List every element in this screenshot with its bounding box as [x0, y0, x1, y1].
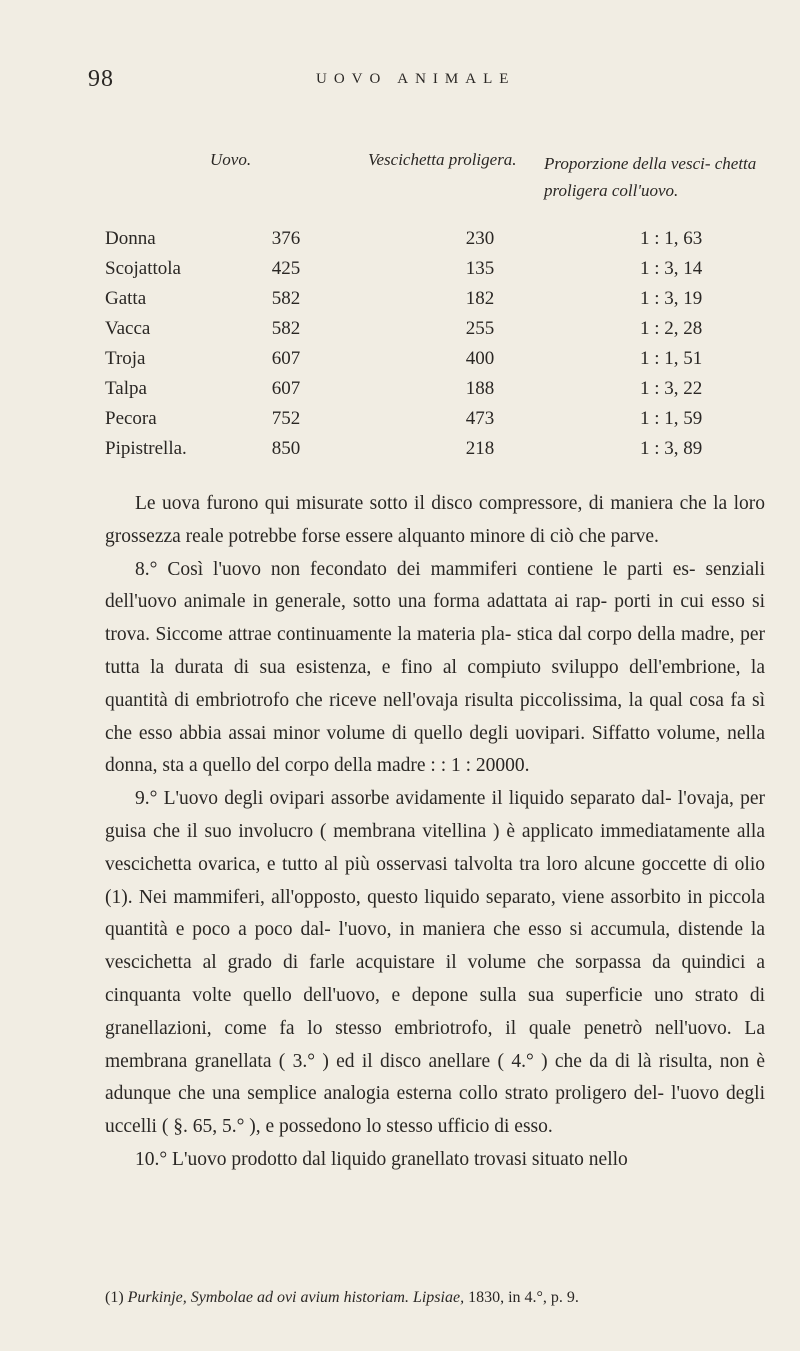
row-vescichetta: 188 — [465, 378, 495, 399]
table-row — [0, 408, 800, 438]
row-proporzione: 1 : 3, 22 — [640, 378, 703, 399]
table-row — [0, 318, 800, 348]
row-vescichetta: 255 — [465, 318, 495, 339]
row-proporzione: 1 : 1, 51 — [640, 348, 703, 369]
row-name: Pecora — [105, 408, 157, 429]
table-row — [0, 348, 800, 378]
paragraph: Le uova furono qui misurate sotto il disco compressore, di maniera che la loro grossezza reale potrebbe forse essere alquanto minore di ciò che parve. — [105, 493, 765, 547]
row-proporzione: 1 : 1, 63 — [640, 228, 703, 249]
row-proporzione: 1 : 3, 89 — [640, 438, 703, 459]
row-proporzione: 1 : 3, 19 — [640, 288, 703, 309]
row-proporzione: 1 : 1, 59 — [640, 408, 703, 429]
table-row — [0, 378, 800, 408]
running-title: UOVO ANIMALE — [316, 71, 516, 87]
row-vescichetta: 400 — [465, 348, 495, 369]
row-uovo: 582 — [271, 318, 301, 339]
row-uovo: 850 — [271, 438, 301, 459]
column-header-uovo: Uovo. — [210, 150, 252, 169]
table-column-headers — [0, 150, 800, 210]
row-name: Vacca — [105, 318, 151, 339]
footnote-rest: 1830, in 4.°, p. 9. — [468, 1289, 579, 1306]
row-uovo: 582 — [271, 288, 301, 309]
row-uovo: 607 — [271, 378, 301, 399]
row-proporzione: 1 : 2, 28 — [640, 318, 703, 339]
row-vescichetta: 230 — [465, 228, 495, 249]
table-row — [0, 288, 800, 318]
row-vescichetta: 218 — [465, 438, 495, 459]
table-row — [0, 228, 800, 258]
footnote-place: Lipsiae, — [412, 1289, 465, 1306]
footnote-title: Symbolae ad ovi avium historiam. — [190, 1289, 409, 1306]
running-head — [0, 66, 800, 96]
column-header-vescichetta: Vescichetta proligera. — [368, 150, 517, 169]
footnote-author: Purkinje, — [127, 1289, 187, 1306]
row-uovo: 376 — [271, 228, 301, 249]
row-proporzione: 1 : 3, 14 — [640, 258, 703, 279]
paragraph: 9.° L'uovo degli ovipari assorbe avidamente il liquido separato dal- l'ovaja, per guisa che il suo involucro ( membrana vitellina ) è applicato immediatamente alla vescichetta ovarica, e tutto al più osservasi talvolta tra loro alcune goccette di olio (1). Nei mammiferi, all'opposto, questo liquido separato, viene assorbito in piccola quantità e poco a poco dal- l'uovo, in maniera che esso si accumula, distende la vescichetta al grado di farle acquistare il volume che sorpassa da quindici a cinquanta volte quello dell'uovo, e depone sulla sua superficie uno strato di granellazioni, come fa lo stesso embriotrofo, il quale penetrò nell'uovo. La membrana granellata ( 3.° ) ed il disco anellare ( 4.° ) che da di là risulta, non è adunque che una semplice analogia esterna collo strato proligero del- l'uovo degli uccelli ( §. 65, 5.° ), e possedono lo stesso ufficio di esso. — [105, 788, 765, 1138]
row-vescichetta: 182 — [465, 288, 495, 309]
footnote-marker: (1) — [105, 1289, 124, 1306]
body-text — [105, 488, 765, 1177]
column-header-proporzione: Proporzione della vesci- chetta proligera coll'uovo. — [544, 154, 757, 200]
row-name: Gatta — [105, 288, 147, 309]
table-row — [0, 258, 800, 288]
row-uovo: 425 — [271, 258, 301, 279]
page-number: 98 — [88, 66, 114, 92]
row-uovo: 752 — [271, 408, 301, 429]
row-name: Donna — [105, 228, 156, 249]
row-vescichetta: 135 — [465, 258, 495, 279]
row-name: Pipistrella. — [105, 438, 187, 459]
row-name: Troja — [105, 348, 146, 369]
paragraph: 10.° L'uovo prodotto dal liquido granellato trovasi situato nello — [135, 1148, 628, 1170]
table-row — [0, 438, 800, 468]
footnote — [105, 1289, 765, 1307]
row-vescichetta: 473 — [465, 408, 495, 429]
row-uovo: 607 — [271, 348, 301, 369]
paragraph: 8.° Così l'uovo non fecondato dei mammiferi contiene le parti es- senziali dell'uovo animale in generale, sotto una forma adattata ai rap- porti in cui esso si trova. Siccome attrae continuamente la materia pla- stica dal corpo della madre, per tutta la durata di sua esistenza, e fino al compiuto sviluppo dell'embrione, la quantità di embriotrofo che riceve nell'ovaja risulta piccolissima, la qual cosa fa sì che esso abbia assai minor volume di quello degli uovipari. Siffatto volume, nella donna, sta a quello del corpo della madre : : 1 : 20000. — [105, 558, 765, 777]
row-name: Talpa — [105, 378, 147, 399]
row-name: Scojattola — [105, 258, 181, 279]
